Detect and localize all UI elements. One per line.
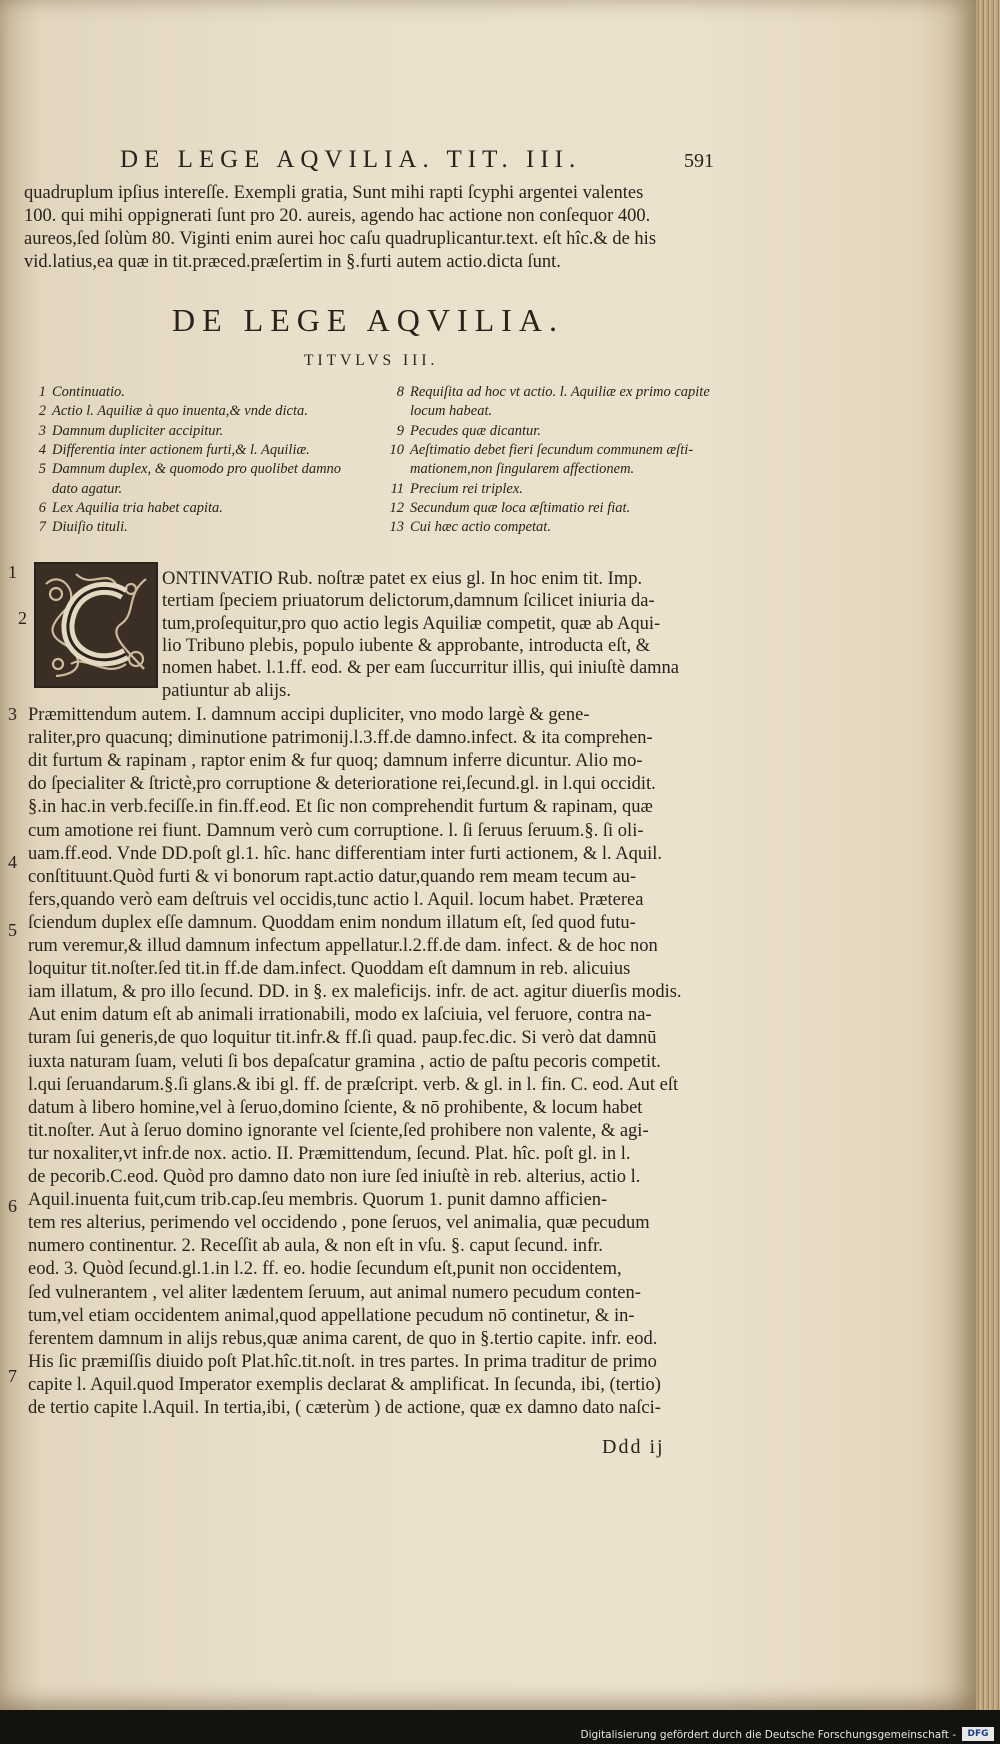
margin-number: 1 [8, 562, 17, 582]
toc-number: 13 [389, 519, 404, 536]
toc-item [28, 402, 308, 421]
text-line: capite l. Aquil.quod Imperator exemplis declarat & amplificat. In ſecunda, ibi, (tertio) [28, 1374, 661, 1395]
text-line: ſed vulnerantem , vel aliter lædentem ſeruum, aut animal numero pecudum conten- [28, 1282, 641, 1303]
toc-number: 2 [38, 403, 46, 420]
toc-item [386, 460, 634, 479]
text-line: ſciendum duplex eſſe damnum. Quoddam enim nondum illatum eſt, ſed quod futu- [28, 912, 636, 933]
text-line: dit furtum & rapinam , raptor enim & fur quoq; damnum inferre dicuntur. Alio mo- [28, 751, 643, 772]
text-line: iam illatum, & pro illo ſecund. DD. in §. ex maleficijs. infr. de act. agitur diuerſis modis. [28, 982, 682, 1003]
margin-number: 7 [8, 1366, 17, 1386]
toc-item [28, 499, 223, 518]
toc-text: Continuatio. [52, 384, 125, 400]
section-subtitle: TITVLVS III. [304, 352, 439, 369]
margin-number: 5 [8, 920, 17, 940]
text-line: tem res alterius, perimendo vel occidendo , pone ſeruos, vel animalia, quæ pecudum [28, 1213, 650, 1234]
toc-item [386, 422, 541, 441]
text-line: numero continentur. 2. Receſſit ab aula, & non eſt in vſu. §. caput ſecund. infr. [28, 1236, 603, 1257]
running-head: DE LEGE AQVILIA. TIT. III. [120, 146, 582, 173]
text-line: cum amotione rei fiunt. Damnum verò cum corruptione. l. ſi ſeruus ſeruum.§. ſi oli- [28, 820, 644, 841]
text-line: patiuntur ab alijs. [162, 680, 291, 701]
toc-number: 7 [38, 519, 46, 536]
signature-mark: Ddd ij [602, 1436, 665, 1458]
toc-item [28, 480, 122, 499]
text-line: quadruplum ipſius intereſſe. Exempli gratia, Sunt mihi rapti ſcyphi argentei valentes [24, 183, 644, 203]
text-line: loquitur tit.noſter.ſed tit.in ff.de dam.infect. Quoddam eſt damnum in reb. alicuius [28, 959, 631, 980]
toc-number: 9 [396, 422, 404, 439]
toc-text: Precium rei triplex. [410, 480, 523, 497]
page-edge [976, 0, 1000, 1730]
toc-text: Secundum quæ loca æſtimatio rei fiat. [410, 499, 631, 516]
toc-number: 8 [396, 384, 404, 400]
toc-text: Pecudes quæ dicantur. [410, 422, 541, 439]
toc-text: Actio l. Aquiliæ à quo inuenta,& vnde dicta. [52, 403, 308, 420]
text-line: aureos,ſed ſolùm 80. Viginti enim aurei hoc caſu quadruplicantur.text. eſt hîc.& de his [24, 229, 657, 249]
text-line: ONTINVATIO Rub. noſtræ patet ex eius gl. In hoc enim tit. Imp. [162, 569, 643, 589]
toc-number: 6 [38, 499, 46, 516]
toc-number: 1 [38, 384, 46, 400]
toc-number: 4 [38, 441, 46, 458]
text-line: §.in hac.in verb.feciſſe.in fin.ff.eod. Et ſic non comprehendit furtum & rapinam, quæ [28, 797, 653, 818]
text-line: de pecorib.C.eod. Quòd pro damno dato non iure ſed iniuſtè in reb. alterius, actio l. [28, 1167, 641, 1187]
toc-text: dato agatur. [52, 480, 123, 497]
text-line: raliter,pro quacunq; diminutione patrimonij.l.3.ff.de damno.infect. & ita comprehen- [28, 728, 653, 749]
margin-number: 4 [8, 852, 17, 872]
drop-cap-ornament-icon [36, 564, 156, 686]
text-line: Aut enim datum eſt ab animali irrationabili, modo ex laſciuia, vel feruore, contra na- [28, 1005, 652, 1026]
text-line: tum,proſequitur,pro quo actio legis Aquiliæ competit, quæ ab Aqui- [162, 613, 661, 634]
text-line: tum,vel etiam occidentem animal,quod appellatione pecudum nō continetur, & in- [28, 1305, 635, 1326]
text-line: tertiam ſpeciem priuatorum delictorum,damnum ſcilicet iniuria da- [162, 591, 655, 612]
footer-credit: Digitalisierung gefördert durch die Deutsche Forschungsgemeinschaft - [580, 1729, 956, 1741]
text-line: lio Tribuno plebis, populo iubente & approbante, introducta eſt, & [162, 635, 651, 656]
text-line: iuxta naturam ſuam, veluti ſi bos depaſcatur gramina , actio de paſtu pecoris competit. [28, 1051, 661, 1072]
toc-number: 10 [389, 441, 404, 458]
toc-number: 11 [390, 480, 404, 497]
text-line: conſtituunt.Quòd furti & vi bonorum rapt.actio datur,quando rem meam tecum au- [28, 866, 637, 887]
margin-number: 3 [8, 704, 17, 724]
text-line: nomen habet. l.1.ff. eod. & per eam ſuccurritur illis, qui iniuſtè damna [162, 658, 680, 679]
text-line: 100. qui mihi oppignerati ſunt pro 20. aureis, agendo hac actione non conſequor 400. [24, 206, 651, 226]
toc-text: Aeſtimatio debet fieri ſecundum communem æſti- [410, 441, 694, 458]
dfg-logo: DFG [962, 1727, 994, 1741]
toc-item [28, 383, 125, 402]
text-line: l.qui ſeruandarum.§.ſi glans.& ibi gl. ff. de præſcript. verb. & gl. in l. fin. C. eod. Aut eſt [28, 1074, 679, 1095]
toc-item [28, 460, 341, 479]
section-title: DE LEGE AQVILIA. [172, 302, 564, 338]
text-line: tur noxaliter,vt infr.de nox. actio. II. Præmittendum, ſecund. Plat. hîc. poſt gl. in l. [28, 1143, 631, 1164]
toc-item [386, 480, 523, 499]
text-line: vid.latius,ea quæ in tit.præced.præſertim in §.furti autem actio.dicta ſunt. [24, 252, 561, 272]
toc-item [386, 499, 630, 518]
toc-item [28, 422, 223, 441]
toc-text: Damnum duplex, & quomodo pro quolibet damno [52, 461, 342, 478]
text-line: Aquil.inuenta fuit,cum trib.cap.ſeu membris. Quorum 1. punit damno afficien- [28, 1190, 608, 1211]
decorated-initial-c [34, 562, 158, 688]
text-line: do ſpecialiter & ſtrictè,pro corruptione & deterioratione rei,ſecund.gl. in l.qui occidit. [28, 774, 656, 795]
toc-text: Lex Aquilia tria habet capita. [52, 499, 223, 516]
text-line: datum à libero homine,vel à ſeruo,domino ſciente, & nō prohibente, & locum habet [28, 1097, 643, 1118]
toc-item [386, 441, 693, 460]
toc-text: mationem,non ſingularem affectionem. [410, 461, 635, 478]
toc-text: Diuiſio tituli. [52, 519, 128, 536]
margin-number: 6 [8, 1196, 17, 1216]
toc-item [386, 383, 710, 402]
page-number: 591 [684, 150, 714, 172]
toc-number: 12 [389, 499, 404, 516]
text-line: ferentem damnum in alijs rebus,quæ anima carent, de quo in §.tertio capite. infr. eod. [28, 1328, 658, 1349]
toc-text: Requiſita ad hoc vt actio. l. Aquiliæ ex primo capite [410, 384, 710, 400]
text-line: turam ſui generis,de quo loquitur tit.infr.& ff.ſi quad. paup.fec.dic. Si verò dat damnū [28, 1028, 657, 1049]
text-line: fers,quando verò eam deſtruis vel occidis,tunc actio l. Aquil. locum habet. Præterea [28, 889, 644, 910]
text-line: uam.ff.eod. Vnde DD.poſt gl.1. hîc. hanc differentiam inter furti actionem, & l. Aquil. [28, 843, 662, 864]
toc-item [28, 441, 310, 460]
text-line: tit.noſter. Aut à ſeruo domino ignorante vel ſciente,ſed prohibere non valente, & agi- [28, 1120, 649, 1141]
toc-text: Cui hæc actio competat. [410, 519, 551, 536]
toc-item [386, 402, 492, 421]
toc-item [386, 518, 551, 537]
text-line: rum veremur,& illud damnum infectum appellatur.l.2.ff.de dam. infect. & de hoc non [28, 936, 658, 956]
toc-number: 5 [38, 461, 46, 478]
margin-number: 2 [18, 608, 27, 628]
text-line: de tertio capite l.Aquil. In tertia,ibi, ( cæterùm ) de actione, quæ ex damno dato naſci- [28, 1398, 661, 1418]
toc-number: 3 [38, 422, 46, 439]
text-line: eod. 3. Quòd ſecund.gl.1.in l.2. ff. eo. hodie ſecundum eſt,punit non occidentem, [28, 1259, 622, 1280]
toc-item [28, 518, 128, 537]
toc-text: Differentia inter actionem furti,& l. Aquiliæ. [52, 441, 310, 458]
text-line: Præmittendum autem. I. damnum accipi dupliciter, vno modo largè & gene- [28, 705, 590, 725]
text-line: His ſic præmiſſis diuido poſt Plat.hîc.tit.noſt. in tres partes. In prima traditur de primo [28, 1351, 657, 1372]
toc-text: Damnum dupliciter accipitur. [52, 422, 224, 439]
toc-text: locum habeat. [410, 403, 493, 420]
